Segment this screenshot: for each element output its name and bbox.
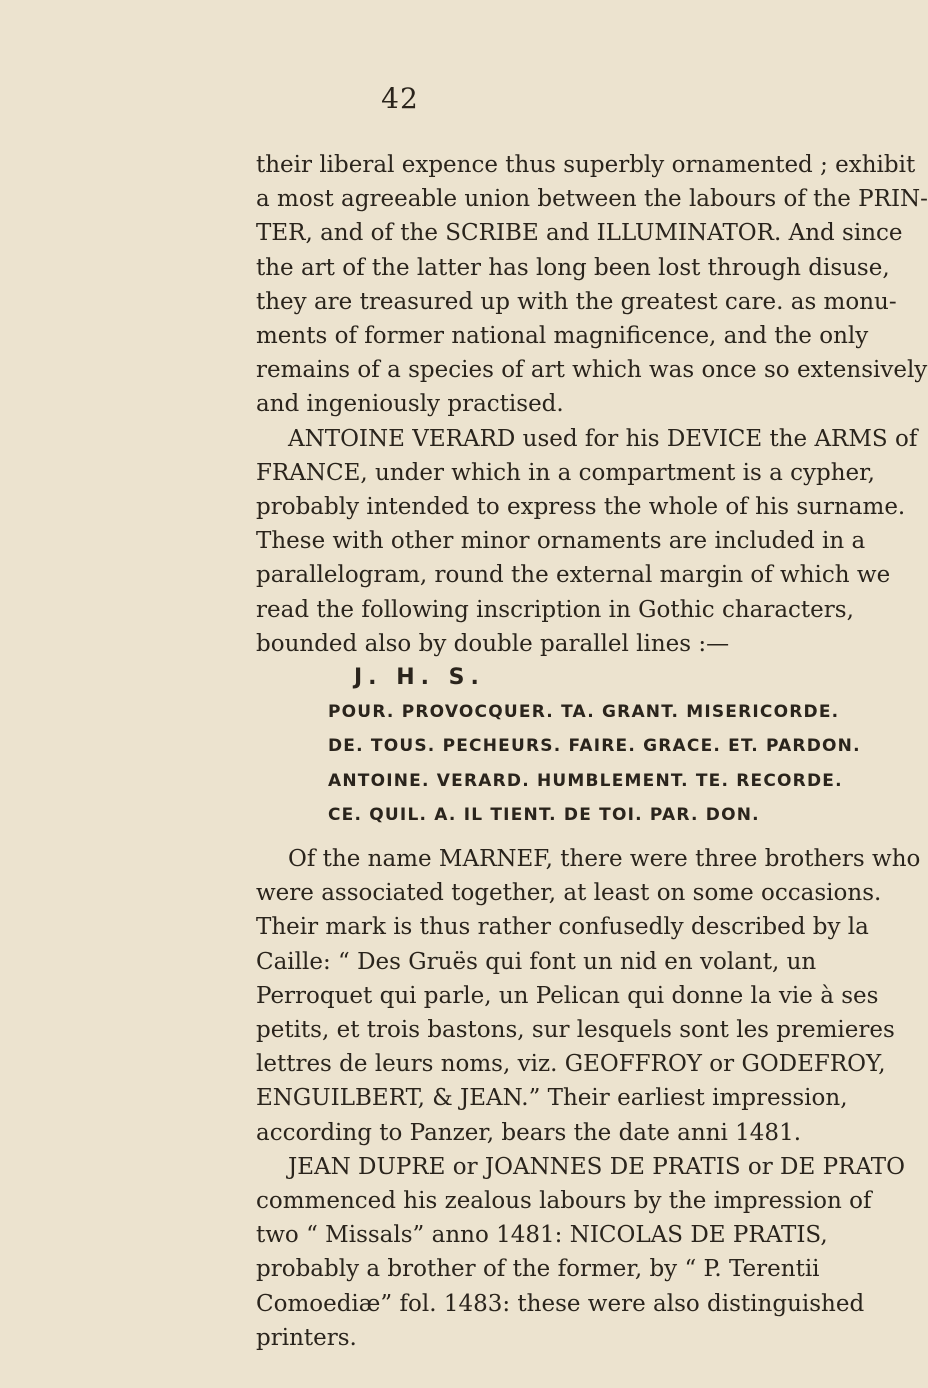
inscription-line-2: DE. TOUS. PECHEURS. FAIRE. GRACE. ET. PARDON. bbox=[328, 736, 861, 756]
paragraph-1-line-4: the art of the latter has long been lost through disuse, bbox=[256, 255, 890, 281]
paragraph-3-line-8: ENGUILBERT, & JEAN.” Their earliest impression, bbox=[256, 1085, 848, 1111]
inscription-line-1: POUR. PROVOCQUER. TA. GRANT. MISERICORDE. bbox=[328, 702, 840, 722]
paragraph-1-line-8: and ingeniously practised. bbox=[256, 391, 564, 417]
paragraph-1-line-3: TER, and of the SCRIBE and ILLUMINATOR. And since bbox=[256, 220, 903, 246]
paragraph-2-line-1: ANTOINE VERARD used for his DEVICE the ARMS of bbox=[288, 426, 918, 452]
paragraph-1-line-6: ments of former national magnificence, and the only bbox=[256, 323, 869, 349]
paragraph-1-line-7: remains of a species of art which was once so extensively bbox=[256, 357, 928, 383]
inscription-line-3: ANTOINE. VERARD. HUMBLEMENT. TE. RECORDE. bbox=[328, 771, 843, 791]
paragraph-3-line-4: Caille: “ Des Gruës qui font un nid en volant, un bbox=[256, 949, 817, 975]
paragraph-3-line-2: were associated together, at least on some occasions. bbox=[256, 880, 882, 906]
paragraph-4-line-3: two “ Missals” anno 1481: NICOLAS DE PRATIS, bbox=[256, 1222, 828, 1248]
paragraph-4-line-2: commenced his zealous labours by the impression of bbox=[256, 1188, 872, 1214]
paragraph-2-line-4: These with other minor ornaments are included in a bbox=[256, 528, 866, 554]
paragraph-3-line-3: Their mark is thus rather confusedly described by la bbox=[256, 914, 869, 940]
paragraph-3-line-1: Of the name MARNEF, there were three brothers who bbox=[288, 846, 921, 872]
paragraph-2-line-2: FRANCE, under which in a compartment is a cypher, bbox=[256, 460, 875, 486]
paragraph-4-line-6: printers. bbox=[256, 1325, 357, 1351]
paragraph-3-line-9: according to Panzer, bears the date anni 1481. bbox=[256, 1120, 802, 1146]
paragraph-4-line-1: JEAN DUPRE or JOANNES DE PRATIS or DE PRATO bbox=[288, 1154, 905, 1180]
paragraph-3-line-7: lettres de leurs noms, viz. GEOFFROY or GODEFROY, bbox=[256, 1051, 886, 1077]
paragraph-3-line-6: petits, et trois bastons, sur lesquels sont les premieres bbox=[256, 1017, 895, 1043]
paragraph-2-line-6: read the following inscription in Gothic characters, bbox=[256, 597, 854, 623]
paragraph-3-line-5: Perroquet qui parle, un Pelican qui donne la vie à ses bbox=[256, 983, 879, 1009]
paragraph-1-line-5: they are treasured up with the greatest care. as monu- bbox=[256, 289, 897, 315]
page-number: 42 bbox=[381, 82, 419, 115]
paragraph-4-line-5: Comoediæ” fol. 1483: these were also distinguished bbox=[256, 1291, 865, 1317]
paragraph-1-line-1: their liberal expence thus superbly ornamented ; exhibit bbox=[256, 152, 916, 178]
paragraph-4-line-4: probably a brother of the former, by “ P. Terentii bbox=[256, 1256, 820, 1282]
inscription-line-4: CE. QUIL. A. IL TIENT. DE TOI. PAR. DON. bbox=[328, 805, 760, 825]
paragraph-1-line-2: a most agreeable union between the labours of the PRIN- bbox=[256, 186, 928, 212]
paragraph-2-line-7: bounded also by double parallel lines :— bbox=[256, 631, 730, 657]
paragraph-2-line-5: parallelogram, round the external margin of which we bbox=[256, 562, 891, 588]
paragraph-2-line-3: probably intended to express the whole of his surname. bbox=[256, 494, 906, 520]
inscription-monogram: J. H. S. bbox=[354, 665, 485, 690]
